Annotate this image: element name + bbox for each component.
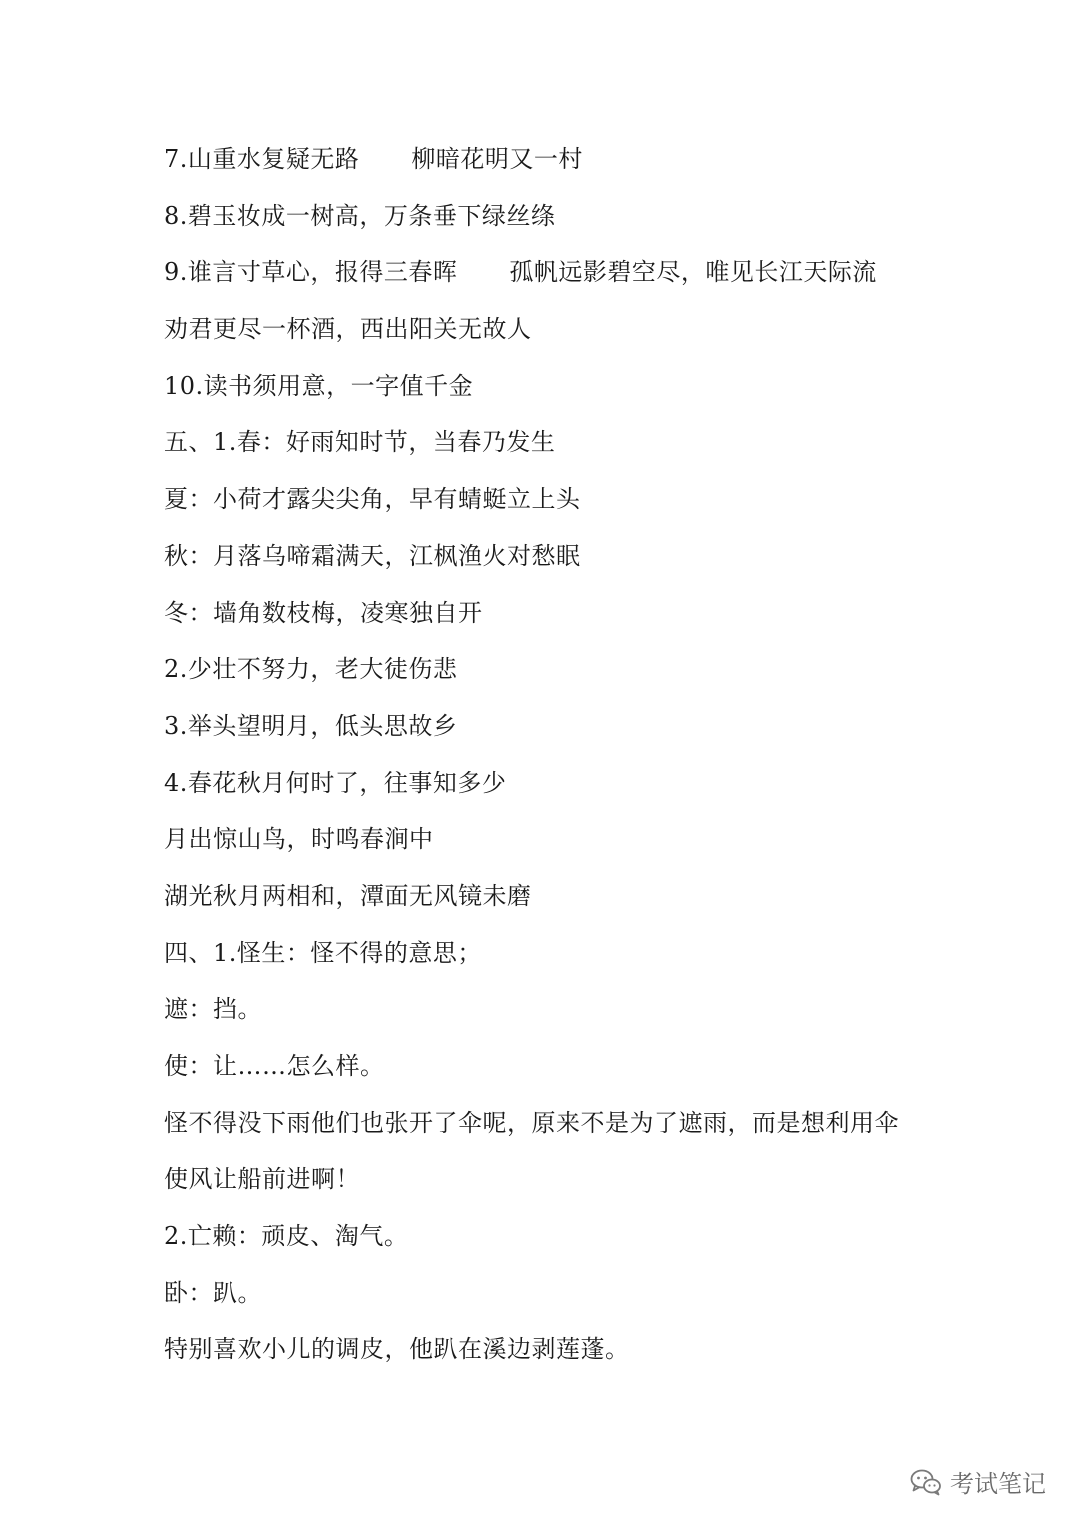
text-line-part: 柳暗花明又一村 [411,145,583,173]
text-line-part: 五、1.春：好雨知时节，当春乃发生 [164,428,556,457]
text-line-part: 7.山重水复疑无路 [164,145,360,173]
text-line-part: 冬：墙角数枝梅，凌寒独自开 [164,598,483,627]
text-line-part: 使：让……怎么样。 [164,1052,385,1080]
text-line-part: 使风让船前进啊！ [164,1165,360,1194]
text-line [164,1213,964,1270]
text-line [164,1270,964,1327]
watermark [910,1464,1046,1499]
text-line [164,249,964,306]
text-line [164,193,964,250]
text-line [164,646,964,703]
text-line [164,533,964,590]
text-line [164,1043,964,1100]
text-line-part: 10.读书须用意，一字值千金 [164,371,474,400]
text-line-part: 湖光秋月两相和，潭面无风镜未磨 [164,881,532,910]
text-line-part: 8.碧玉妆成一树高，万条垂下绿丝绦 [164,201,556,230]
answer-lines [164,136,964,1383]
text-line-part: 2.少壮不努力，老大徒伤悲 [164,655,458,684]
text-line-part: 孤帆远影碧空尽，唯见长江天际流 [509,258,877,287]
text-line [164,930,964,987]
text-line [164,590,964,647]
text-line [164,1326,964,1383]
text-line-part: 四、1.怪生：怪不得的意思； [164,938,482,967]
text-line [164,816,964,873]
text-line-part: 9.谁言寸草心，报得三春晖 [164,258,458,287]
text-line-part: 月出惊山鸟，时鸣春涧中 [164,825,434,854]
text-line-part: 特别喜欢小儿的调皮，他趴在溪边剥莲蓬。 [164,1335,630,1364]
text-line-part: 遮：挡。 [164,995,262,1024]
text-line-part: 怪不得没下雨他们也张开了伞呢，原来不是为了遮雨，而是想利用伞 [164,1108,899,1137]
text-line-part: 3.举头望明月，低头思故乡 [164,711,458,740]
text-line-part: 夏：小荷才露尖尖角，早有蜻蜓立上头 [164,485,581,514]
text-line [164,1100,964,1157]
text-line-part: 秋：月落乌啼霜满天，江枫渔火对愁眠 [164,541,581,570]
text-line [164,986,964,1043]
wechat-icon [910,1468,942,1496]
text-line [164,363,964,420]
text-line-part: 2.亡赖：顽皮、淘气。 [164,1222,409,1251]
text-line-part: 4.春花秋月何时了，往事知多少 [164,768,507,797]
text-line-part: 卧：趴。 [164,1278,262,1307]
watermark-text: 考试笔记 [950,1470,1046,1498]
text-line [164,873,964,930]
text-line [164,306,964,363]
text-line [164,136,964,193]
text-line [164,760,964,817]
text-line [164,703,964,760]
text-line [164,419,964,476]
text-line [164,1156,964,1213]
text-line [164,476,964,533]
text-line-part: 劝君更尽一杯酒，西出阳关无故人 [164,315,532,344]
